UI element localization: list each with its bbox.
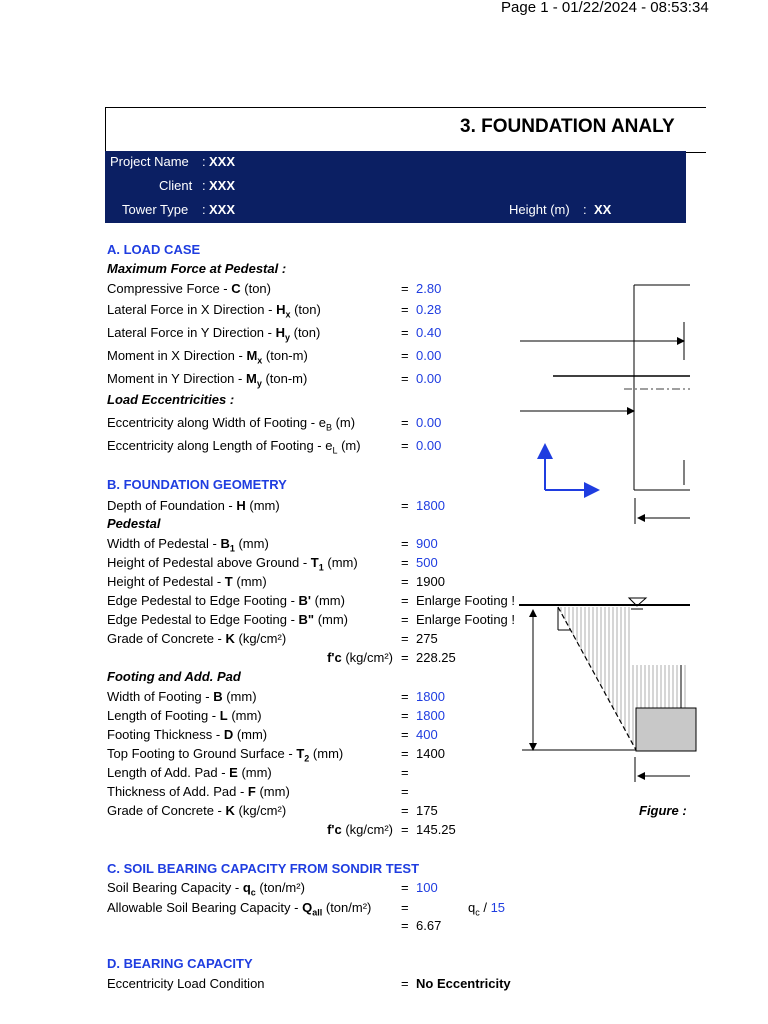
row-value-depth: 1800: [416, 498, 445, 513]
row-label-hy: Lateral Force in Y Direction - $H_y$ (ton): [107, 325, 321, 343]
subhead-max-force: Maximum Force at Pedestal :: [107, 261, 287, 276]
qall-formula: $q_c / 15$: [468, 900, 506, 918]
row-label-bp: Edge Pedestal to Edge Footing - B' (mm): [107, 593, 345, 608]
equals-sign: =: [401, 822, 409, 837]
page-title: 3. FOUNDATION ANALY: [460, 116, 675, 137]
row-value-hy: 0.40: [416, 325, 442, 340]
equals-sign: =: [401, 708, 409, 723]
row-value-lf: 1800: [416, 708, 445, 723]
subhead-footing: Footing and Add. Pad: [107, 669, 241, 684]
section-soil-bearing: C. SOIL BEARING CAPACITY FROM SONDIR TEST: [107, 861, 420, 876]
row-value-k2: 175: [416, 803, 438, 818]
row-label-lf: Length of Footing - L (mm): [107, 708, 262, 723]
row-value-fc1: 228.25: [416, 650, 456, 665]
equals-sign: =: [401, 880, 409, 895]
height-value: XX: [594, 202, 612, 217]
equals-sign: =: [401, 281, 409, 296]
row-value-el: 0.00: [416, 438, 442, 453]
equals-sign: =: [401, 574, 409, 589]
row-label-fc2: f'c (kg/cm²): [327, 822, 393, 837]
figure-caption: Figure :: [639, 803, 687, 818]
subhead-eccentricities: Load Eccentricities :: [107, 392, 235, 407]
equals-sign: =: [401, 555, 409, 570]
row-label-bpp: Edge Pedestal to Edge Footing - B" (mm): [107, 612, 349, 627]
row-label-depth: Depth of Foundation - H (mm): [107, 498, 280, 513]
row-label-t: Height of Pedestal - T (mm): [107, 574, 267, 589]
row-value-t2: 1400: [416, 746, 445, 761]
equals-sign: =: [401, 976, 409, 991]
equals-sign: =: [401, 689, 409, 704]
row-label-qc: Soil Bearing Capacity - $q_c$ (ton/m²): [107, 880, 305, 898]
equals-sign: =: [401, 784, 409, 799]
row-label-t1: Height of Pedestal above Ground - $T_1$ (mm): [107, 555, 358, 573]
page-header: Page 1 - 01/22/2024 - 08:53:34: [501, 0, 709, 16]
row-label-my: Moment in Y Direction - $M_y$ (ton-m): [107, 371, 308, 389]
equals-sign: =: [401, 593, 409, 608]
section-load-case: A. LOAD CASE: [107, 242, 201, 257]
row-value-my: 0.00: [416, 371, 442, 386]
row-label-compressive: Compressive Force - C (ton): [107, 281, 271, 296]
equals-sign: =: [401, 536, 409, 551]
row-label-f: Thickness of Add. Pad - F (mm): [107, 784, 290, 799]
equals-sign: =: [401, 612, 409, 627]
client-value: XXX: [209, 178, 236, 193]
row-value-k1: 275: [416, 631, 438, 646]
equals-sign: =: [401, 438, 409, 453]
equals-sign: =: [401, 918, 409, 933]
project-name-label: Project Name: [110, 154, 189, 169]
plan-view: [520, 285, 690, 524]
row-value-ecc_cond: No Eccentricity: [416, 976, 511, 991]
row-value-bw: 1800: [416, 689, 445, 704]
equals-sign: =: [401, 765, 409, 780]
row-value-hx: 0.28: [416, 302, 442, 317]
tower-type-value: XXX: [209, 202, 236, 217]
row-value-t1: 500: [416, 555, 438, 570]
equals-sign: =: [401, 650, 409, 665]
tower-type-label: Tower Type: [122, 202, 189, 217]
section-foundation-geometry: B. FOUNDATION GEOMETRY: [107, 477, 287, 492]
project-name-value: XXX: [209, 154, 236, 169]
row-value-mx: 0.00: [416, 348, 442, 363]
row-value-qc: 100: [416, 880, 438, 895]
row-value-bp: Enlarge Footing !: [416, 593, 516, 608]
equals-sign: =: [401, 325, 409, 340]
equals-sign: =: [401, 371, 409, 386]
row-label-mx: Moment in X Direction - $M_x$ (ton-m): [107, 348, 308, 366]
row-label-b1: Width of Pedestal - $B_1$ (mm): [107, 536, 269, 554]
row-value-qall_result: 6.67: [416, 918, 442, 933]
client-label: Client: [159, 178, 193, 193]
equals-sign: =: [401, 498, 409, 513]
row-label-fc1: f'c (kg/cm²): [327, 650, 393, 665]
row-label-k1: Grade of Concrete - K (kg/cm²): [107, 631, 287, 646]
equals-sign: =: [401, 348, 409, 363]
equals-sign: =: [401, 803, 409, 818]
row-value-eb: 0.00: [416, 415, 442, 430]
equals-sign: =: [401, 302, 409, 317]
equals-sign: =: [401, 631, 409, 646]
row-label-d: Footing Thickness - D (mm): [107, 727, 268, 742]
equals-sign: =: [401, 900, 409, 915]
section-bearing-capacity: D. BEARING CAPACITY: [107, 956, 253, 971]
row-label-e: Length of Add. Pad - E (mm): [107, 765, 272, 780]
row-value-bpp: Enlarge Footing !: [416, 612, 516, 627]
equals-sign: =: [401, 727, 409, 742]
row-label-t2: Top Footing to Ground Surface - $T_2$ (mm): [107, 746, 344, 764]
row-label-bw: Width of Footing - B (mm): [107, 689, 257, 704]
row-label-k2: Grade of Concrete - K (kg/cm²): [107, 803, 287, 818]
height-label: Height (m): [509, 202, 570, 217]
row-value-compressive: 2.80: [416, 281, 442, 296]
row-label-el: Eccentricity along Length of Footing - $e_L$ (m): [107, 438, 361, 456]
row-label-qall: Allowable Soil Bearing Capacity - $Q_{all}$ (ton/m²): [107, 900, 372, 918]
project-info-banner: Project Name : XXX Client : XXX Tower Type : XXX Height (m) : XX: [105, 151, 686, 223]
row-value-fc2: 145.25: [416, 822, 456, 837]
row-label-hx: Lateral Force in X Direction - $H_x$ (ton): [107, 302, 321, 320]
row-label-eb: Eccentricity along Width of Footing - $e_B$ (m): [107, 415, 356, 433]
subhead-pedestal: Pedestal: [107, 516, 161, 531]
section-view: [519, 598, 696, 782]
row-value-b1: 900: [416, 536, 438, 551]
row-value-t: 1900: [416, 574, 445, 589]
equals-sign: =: [401, 746, 409, 761]
row-value-d: 400: [416, 727, 438, 742]
equals-sign: =: [401, 415, 409, 430]
row-label-ecc_cond: Eccentricity Load Condition: [107, 976, 265, 991]
